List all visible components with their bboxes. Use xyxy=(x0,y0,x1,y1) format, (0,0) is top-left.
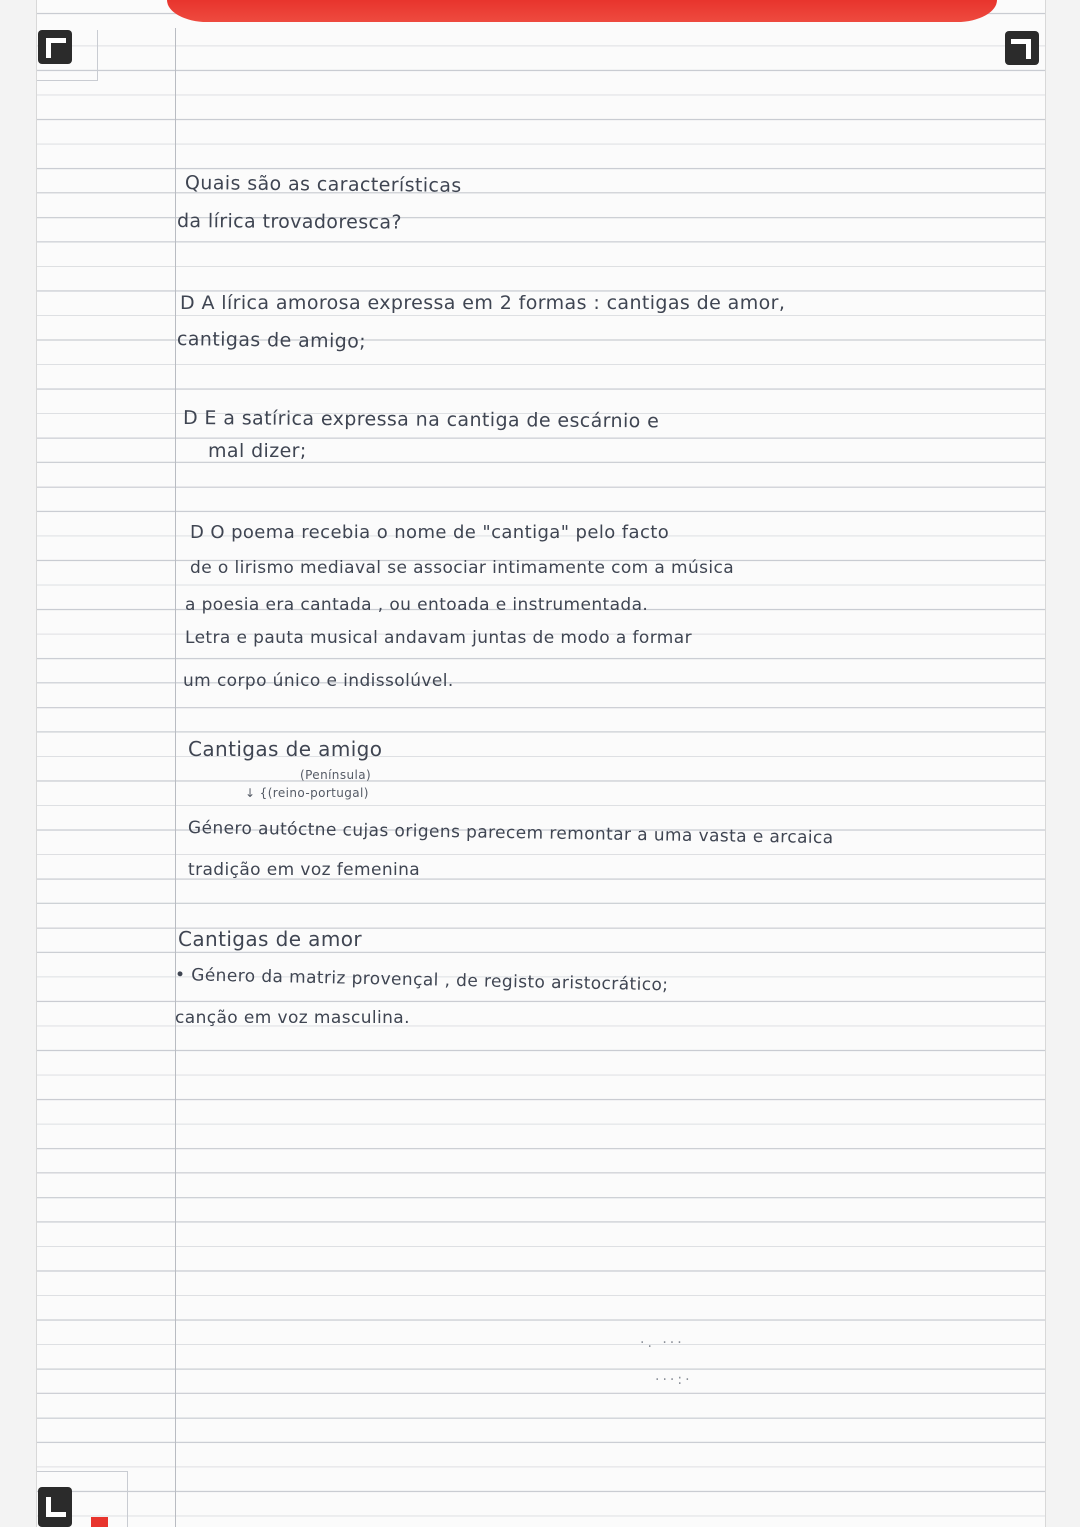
stray-marks-2: ···:· xyxy=(655,1372,693,1388)
amor-line-2: canção em voz masculina. xyxy=(175,1008,410,1028)
para-line-4: Letra e pauta musical andavam juntas de modo a formar xyxy=(185,628,692,648)
item2-line-2: mal dizer; xyxy=(208,440,307,462)
item1-line-2: cantigas de amigo; xyxy=(176,328,367,353)
amor-line-1: • Género da matriz provençal , de registo aristocrático; xyxy=(174,965,669,996)
amor-title: Cantigas de amor xyxy=(178,927,362,951)
amigo-line-1: Género autóctne cujas origens parecem remontar a uma vasta e arcaica xyxy=(187,818,834,849)
amigo-line-2: tradição em voz femenina xyxy=(188,860,421,880)
para-line-3: a poesia era cantada , ou entoada e instrumentada. xyxy=(185,595,649,615)
question-line-1: Quais são as características xyxy=(184,172,462,197)
stray-marks: ·. ··· xyxy=(640,1335,685,1351)
question-line-2: da lírica trovadoresca? xyxy=(176,210,402,234)
item1-line-1: D A lírica amorosa expressa em 2 formas : cantigas de amor, xyxy=(180,292,786,314)
corner-top-left-icon xyxy=(38,30,72,64)
amigo-note-2: ↓ {(reino-portugal) xyxy=(245,786,369,800)
red-tab-marker xyxy=(91,1517,108,1527)
corner-bottom-left-icon xyxy=(38,1487,72,1527)
para-line-5: um corpo único e indissolúvel. xyxy=(183,671,454,691)
corner-top-right-icon xyxy=(1005,31,1039,65)
top-red-band xyxy=(167,0,997,22)
para-line-1: D O poema recebia o nome de "cantiga" pelo facto xyxy=(190,522,670,543)
margin-line xyxy=(175,28,176,1527)
amigo-title: Cantigas de amigo xyxy=(188,737,383,761)
item2-line-1: D E a satírica expressa na cantiga de escárnio e xyxy=(182,407,660,433)
amigo-note-1: (Península) xyxy=(300,768,372,782)
para-line-2: de o lirismo mediaval se associar intimamente com a música xyxy=(190,558,735,578)
